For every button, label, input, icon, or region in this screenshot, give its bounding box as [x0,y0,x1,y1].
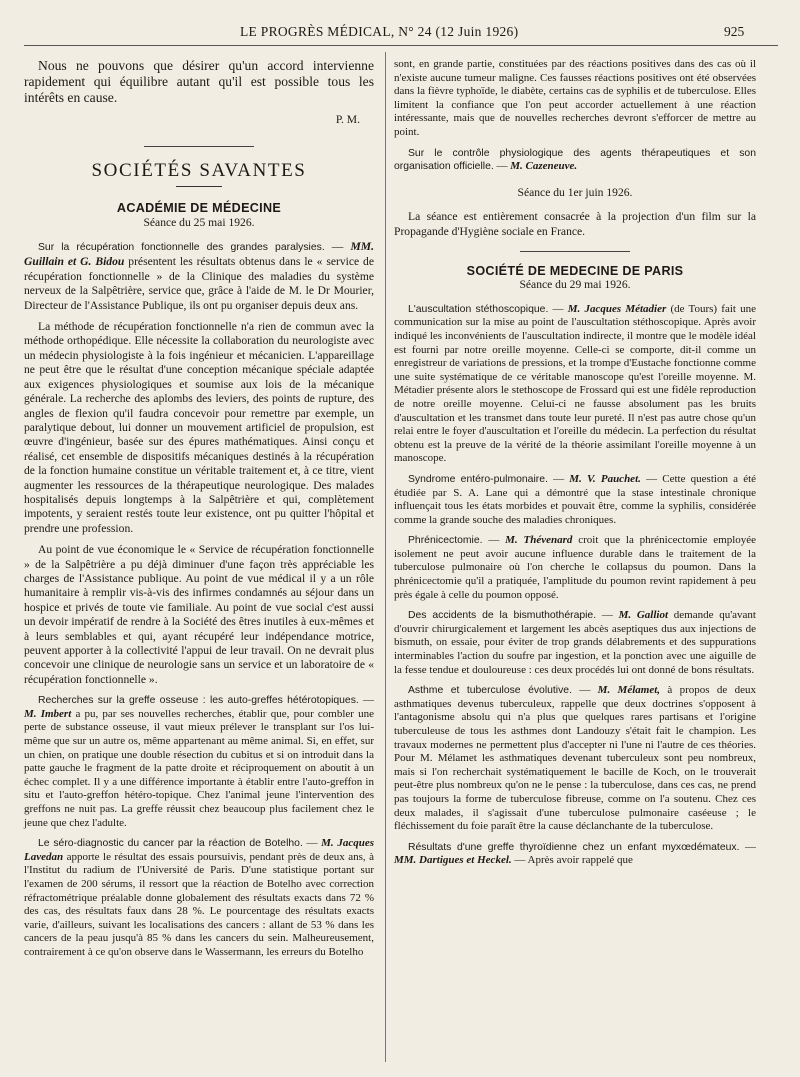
section-rule [176,186,222,187]
article-paralysies: Sur la récupération fonctionnelle des grandes paralysies. — MM. Guillain et G. Bidou présentent les résultats obtenus dans le « service de récupération fonctionnelle » de la Clinique des maladies du système nerveux de la Salpêtrière, service que, grâce à l'aide de M. le Dr Mourier, Directeur de l'Assistance Publique, ils ont pu organiser depuis deux ans. [24,240,375,312]
article-rubric: Asthme et tuberculose évolutive. [408,685,572,697]
article-authors: M. Imbert [24,707,72,720]
article-authors: MM. Dartigues et Heckel. [394,854,512,867]
academy-title: ACADÉMIE DE MÉDECINE [116,201,282,216]
article-authors: M. Mélamet, [597,684,661,697]
ornament-divider [24,137,374,151]
article-auscultation: L'auscultation stéthoscopique. — M. Jacques Métadier (de Tours) fait une communication sur la mise au point de l'auscultation stéthoscopique. Après avoir indiqué les inconvénients de l'auscultation indirecte, il montre que le modèle idéal est fourni par notre oreille moyenne. Celle-ci se comporte, dit-il comme un enregistreur de variations de pressions, et la trompe d'Eustache fonctionne comme une suite systématique de ce véritable manoscope qu'est l'oreille moyenne. M. Métadier présente alors le stethoscope de Frossard qui est une fidèle reproduction de notre oreille moyenne. Celui-ci ne fausse absolument pas les bruits d'auscultation et les transmet dans toute leur pureté. Il n'est pas autre chose qu'un relai entre le foyer d'auscultation et l'oreille du médecin. La perfection du résultat obtenu est la preuve de la vérité de la théorie assimilant l'oreille moyenne à un manoscope. [394,302,757,465]
society-title: SOCIÉTÉ DE MEDECINE DE PARIS [466,263,684,278]
article-syndrome: Syndrome entéro-pulmonaire. — M. V. Pauchet. — Cette question a été étudiée par S. A. Lane qui a démontré que la stase intestinale chronique influençait tous les états morbides et pouvait être, comme la syphilis, considérée comme la grande souche des maladies chroniques. [394,472,757,526]
column-divider [385,52,386,1062]
article-text: (de Tours) fait une communication sur la mise au point de l'auscultation stéthoscopique. Après avoir indiqué les inconvénients de l'auscultation indirecte, il montre que le modèle idéal est fourni par notre oreille moyenne. Celle-ci se comporte, dit-il comme un enregistreur de variations de pressions, et la trompe d'Eustache fonctionne comme une suite systématique de ce véritable manoscope qu'est l'oreille moyenne. M. Métadier présente alors le stethoscope de Frossard qui est une fidèle reproduction de notre oreille moyenne. Celui-ci ne fausse absolument pas les bruits d'auscultation et les transmet dans toute leur pureté. Il n'est pas autre chose qu'un relai entre le foyer d'auscultation et l'oreille du médecin. La perfection du résultat obtenu est la preuve de la vérité de la théorie assimilant l'oreille moyenne à un manoscope. [394,302,757,465]
signature: P. M. [335,113,360,126]
article-rubric: Sur la récupération fonctionnelle des grandes paralysies. [38,242,325,254]
article-text: présentent les résultats obtenus dans le « service de récupération fonctionnelle » de la Clinique des maladies du système nerveux de la Salpêtrière, service que, grâce à l'aide de M. le Dr Mourier, Directeur de l'Assistance Publique, ils ont pu organiser depuis deux ans. [24,255,374,312]
article-botelho: Le séro-diagnostic du cancer par la réaction de Botelho. — M. Jacques Lavedan apporte le résultat des essais poursuivis, pendant près de deux ans, à l'Institut du radium de l'Université de Paris. D'une statistique portant sur l'examen de 200 sérums, il ressort que la réaction de Botelho avec correction réfractométrique préalable donne globalement des résultats exacts dans 72 % des cas, des résultats faux dans 28 %. Le pourcentage des résultats exacts varie, d'ailleurs, suivant les localisations des cancers : allant de 53 % dans les cancers de la peau jusqu'à 85 % dans les cancers du sein. Malheureusement, contrairement à ce qu'on observe dans le Wassermann, les erreurs du Botelho [24,837,375,958]
society-seance: Séance du 29 mai 1926. [519,278,631,292]
article-asthme: Asthme et tuberculose évolutive. — M. Mélamet, à propos de deux asthmatiques devenus tuberculeux, rappelle que deux doctrines s'opposent à l'antagonisme absolu qui n'a plus que quelques rares partisans et l'origine tuberculeuse de tous les asthmes dont Landouzy s'était fait le champion. Les travaux modernes ne permettent plus d'accepter ni l'une ni l'autre de ces théories. Pour M. Mélamet les asthmatiques devenant tuberculeux sont peu nombreux, mais si l'on recherchait systématiquement le bacille de Koch, on le trouverait peut-être plus nombreux qu'on ne le pense : la tuberculose, dans ces cas, ne prend pas toujours la forme de tuberculose fibreuse, comme on l'a soutenu. Chez ces deux malades, il s'agissait d'une tuberculose pulmonaire caséeuse ; le fléchissement du foie paraît être la cause déclanchante de la tuberculose. [394,684,757,833]
running-header [0,24,800,44]
academy-seance: Séance du 25 mai 1926. [143,215,255,229]
article-authors: M. Cazeneuve. [510,160,578,173]
article-text: croit que la phrénicectomie employée isolement ne peut avoir aucune influence durable dans le traitement de la tuberculose pulmonaire où l'on cherche le collapsus du poumon. Dans la phrénicectomie qu'il a pratiquée, l'amplitude du poumon revint rapidement à peu près égale à celle du poumon opposé. [394,534,757,601]
article-paragraph: La méthode de récupération fonctionnelle n'a rien de commun avec la méthode orthopédique. Elle nécessite la collaboration du neurologiste avec un médecin physiologiste à la fois ingénieur et mécanicien. L'appareillage ne peut être que le résultat d'une conception mécanique spéciale adaptée aux exigences physiologiques et soumise aux lois de la mécanique générale. La recherche des aplombs des leviers, des points de rupture, des angles de flexion qu'il faudra concevoir pour remettre par exemple, un paralytique debout, lui donner un mouvement artificiel de propulsion, est œuvre d'ingénieur, basée sur des épures mathématiques. Ainsi conçu et réalisé, cet ensemble de dispositifs mécaniques destinés à la récupération de la fonction humaine constitue un véritable traitement et, à ce titre, vient augmenter les ressources de la thérapeutique neurologique. Des malades hospitalisés depuis longtemps à la Salpêtrière et qui, complètement impotents, y seraient restés toute leur existence, ont pu quitter l'hôpital et prendre une profession. [24,320,374,535]
article-rubric: Des accidents de la bismuthothérapie. [408,610,597,622]
article-rubric: Phrénicectomie. [408,535,483,547]
article-phrenicectomie: Phrénicectomie. — M. Thévenard croit que la phrénicectomie employée isolement ne peut avoir aucune influence durable dans le traitement de la tuberculose pulmonaire où l'on cherche le collapsus du poumon. Dans la phrénicectomie qu'il a pratiquée, l'amplitude du poumon revint rapidement à peu près égale à celle du poumon opposé. [394,534,757,601]
seance-date: Séance du 1er juin 1926. [517,185,633,199]
right-column [394,58,756,875]
article-text: Cette question a été étudiée par S. A. Lane qui a démontré que la stase intestinale chronique influençait tous les états morbides et pouvait être, comme la syphilis, considérée comme la grande souche des maladies chroniques. [394,472,757,526]
article-text: apporte le résultat des essais poursuivis, pendant près de deux ans, à l'Institut du radium de l'Université de Paris. D'une statistique portant sur l'examen de 200 sérums, il ressort que la réaction de Botelho avec correction réfractométrique préalable donne globalement des résultats exacts dans 72 % des cas, des résultats faux dans 28 %. Le pourcentage des résultats exacts varie, d'ailleurs, suivant les localisations des cancers : allant de 53 % dans les cancers de la peau jusqu'à 85 % dans les cancers du sein. Malheureusement, contrairement à ce qu'on observe dans le Wassermann, les erreurs du Botelho [24,850,375,958]
article-paragraph: Au point de vue économique le « Service de récupération fonctionnelle » de la Salpêtrière a pu déjà diminuer d'une façon très appréciable les charges de l'Assistance publique. Au point de vue médical il y a un rôle humanitaire à remplir vis-à-vis des infirmes condamnés au séjour dans un hospice et privés de toute vie familiale. Au point de vue social c'est aussi un devoir impératif de rendre à la Société des êtres inutiles à eux-mêmes et à leurs semblables et qui, ayant récupéré leur indépendance motrice, peuvent apporter à la collectivité l'appui de leur travail. On ne devrait plus concevoir une clinique de neurologie sans un service et un laboratoire de « récupération fonctionnelle ». [24,543,374,686]
article-authors: M. Jacques Métadier [567,302,667,315]
article-authors: M. Galliot [618,609,669,622]
article-greffe-osseuse: Recherches sur la greffe osseuse : les auto-greffes hétérotopiques. — M. Imbert a pu, par ses nouvelles recherches, établir que, pour combler une perte de substance osseuse, il vaut mieux prélever le transplant sur l'os lui-même que sur un autre os, même appartenant au même animal. Si, en effet, sur un chien, on pratique une double résection du cubitus et si on introduit dans la patte gauche le fragment de la patte droite et réciproquement on aboutit à un échec complet. Il y a une différence importante à établir entre l'auto-greffon in situ et l'auto-greffon hétéro-topique. Chez l'animal jeune l'intervention des greffons ne nuit pas. La greffe réussit chez beaucoup plus facilement chez le jeune que chez l'adulte. [24,694,374,829]
article-authors: M. Jacques Lavedan [24,837,375,863]
society-rule [520,251,630,252]
article-controle: Sur le contrôle physiologique des agents thérapeutiques et son organisation officielle. — M. Cazeneuve. [394,147,756,173]
article-text: demande qu'avant d'ouvrir chirurgicalement et largement les abcès aseptiques dus aux injections de bismuth, on essaie, pour éviter de trop grands délabrements et des suppurations interminables l'action du soufre par ingestion, et la ponction avec une aiguille de la fesse tendue et douloureuse : ces deux procédés lui ont donné de bons résultats. [394,609,756,676]
continued-text: sont, en grande partie, constituées par des réactions positives dans des cas où il n'existe aucune tumeur maligne. Ces fausses réactions positives ont été observées dans la fièvre typhoïde, le diabète, certains cas de syphilis et de tuberculose. Elles limitent la confiance que l'on peut accorder actuellement à une réaction intéressante, mais que de nouvelles recherches devront s'efforcer de mettre au point. [394,58,756,138]
article-rubric: Syndrome entéro-pulmonaire. [408,473,548,485]
article-bismuth: Des accidents de la bismuthothérapie. — M. Galliot demande qu'avant d'ouvrir chirurgicalement et largement les abcès aseptiques dus aux injections de bismuth, on essaie, pour éviter de trop grands délabrements et des suppurations interminables l'action du soufre par ingestion, et la ponction avec une aiguille de la fesse tendue et douloureuse : ces deux procédés lui ont donné de bons résultats. [394,609,756,676]
article-authors: MM. Guillain et G. Bidou [24,240,375,269]
article-text: a pu, par ses nouvelles recherches, établir que, pour combler une perte de substance osseuse, il vaut mieux prélever le transplant sur l'os lui-même que sur un autre os, même appartenant au même animal. Si, en effet, sur un chien, on pratique une double résection du cubitus et si on introduit dans la patte gauche le fragment de la patte droite et réciproquement on aboutit à un échec complet. Il y a une différence importante à établir entre l'auto-greffon in situ et l'auto-greffon hétéro-topique. Chez l'animal jeune l'intervention des greffons ne nuit pas. La greffe réussit chez beaucoup plus facilement chez le jeune que chez l'adulte. [24,707,374,829]
article-rubric: L'auscultation stéthoscopique. [408,303,549,315]
header-rule [24,45,778,46]
seance-text: La séance est entièrement consacrée à la projection d'un film sur la Propagande d'Hygiène sociale en France. [394,210,756,238]
section-title: SOCIÉTÉS SAVANTES [91,159,307,181]
article-rubric: Le séro-diagnostic du cancer par la réaction de Botelho. [38,838,303,850]
left-column [24,58,374,967]
running-title: LE PROGRÈS MÉDICAL, N° 24 (12 Juin 1926) [240,24,519,39]
article-rubric: Recherches sur la greffe osseuse : les auto-greffes hétérotopiques. [38,695,359,707]
article-rubric: Résultats d'une greffe thyroïdienne chez un enfant myxœdémateux. [408,841,740,853]
article-rubric: Sur le contrôle physiologique des agents thérapeutiques et son organisation officielle. [394,147,756,173]
article-text: à propos de deux asthmatiques devenus tuberculeux, rappelle que deux doctrines s'opposent à l'antagonisme absolu qui n'a plus que quelques rares partisans et l'origine tuberculeuse de tous les asthmes dont Landouzy s'était fait le champion. Les travaux modernes ne permettent plus d'accepter ni l'une ni l'autre de ces théories. Pour M. Mélamet les asthmatiques devenant tuberculeux sont peu nombreux, mais si l'on recherchait systématiquement le bacille de Koch, on le trouverait peut-être plus nombreux qu'on ne le pense : la tuberculose, dans ces cas, ne prend pas toujours la forme de tuberculose fibreuse, comme on l'a soutenu. Chez ces deux malades, il s'agissait d'une tuberculose pulmonaire caséeuse ; le fléchissement du foie paraît être la cause déclanchante de la tuberculose. [394,684,757,833]
article-authors: M. V. Pauchet. [569,472,641,485]
article-authors: M. Thévenard [505,534,573,547]
article-text: Après avoir rappelé que [527,854,633,867]
page-number: 925 [724,24,745,39]
intro-paragraph: Nous ne pouvons que désirer qu'un accord intervienne rapidement qui équilibre autant qu'il est possible tous les intérêts en cause. [24,58,374,105]
article-greffe-thyroidienne: Résultats d'une greffe thyroïdienne chez un enfant myxœdémateux. — MM. Dartigues et Heckel. — Après avoir rappelé que [394,840,757,867]
